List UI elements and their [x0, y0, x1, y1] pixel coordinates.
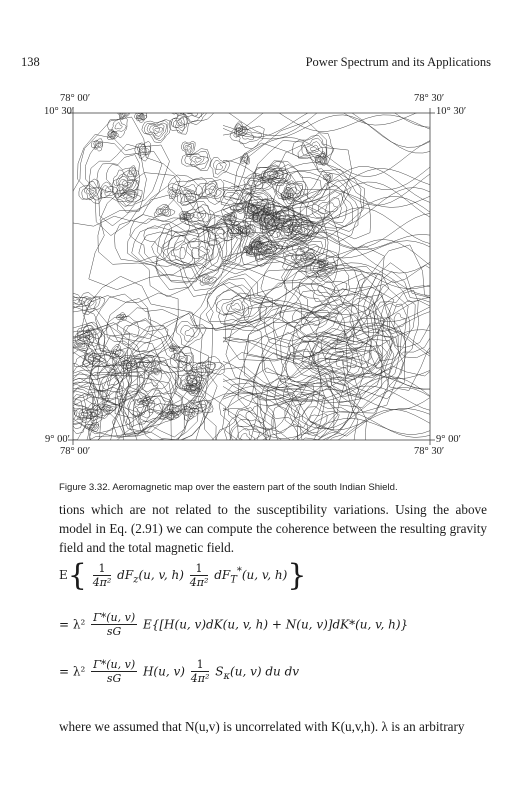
contour-line	[102, 92, 105, 94]
equation-2: = λ² $\frac{\Gamma*(u, v)}{sG}$ E{[H(u, v)dK(u, v, h) + N(u, v)]dK*(u, v, h)}	[59, 611, 409, 638]
contour-line	[125, 87, 140, 100]
label-bottom-right-lon: 78° 30′	[414, 446, 445, 457]
running-title: Power Spectrum and its Applications	[305, 55, 491, 69]
equation-3: = λ² $\frac{\Gamma*(u, v)}{sG}$ H(u, v) $\frac{1}{\text{4π²}}$ $S_\kappa(u$, v) du dv	[59, 658, 300, 685]
label-bottom-left-lat: 9° 00′	[45, 434, 70, 445]
contour-line	[171, 98, 188, 114]
contour-line	[111, 101, 117, 106]
contour-line	[101, 90, 107, 94]
footer-paragraph: where we assumed that N(u,v) is uncorrelated with K(u,v,h). λ is an arbitrary	[59, 719, 465, 734]
contour-line	[127, 87, 140, 98]
figure-caption: Figure 3.32. Aeromagnetic map over the eastern part of the south Indian Shield.	[59, 482, 398, 493]
contour-line	[129, 90, 137, 97]
contour-line	[129, 89, 140, 97]
contour-line	[113, 102, 116, 105]
page-number: 138	[21, 55, 40, 69]
contour-line	[108, 99, 121, 110]
body-paragraph: tions which are not related to the susceptibility variations. Using the above model in Eq. (2.91) we can compute the coherence between the resulting gravity field and the total magnetic field.	[59, 502, 487, 555]
contour-line	[177, 102, 185, 108]
contour-line	[100, 89, 108, 95]
contour-line	[110, 100, 120, 108]
equation-1: E{ $\frac{1}{\text{4π²}}$ $dF_z(u$, v, h) $\frac{1}{\text{4π²}}$ $dF_T^*(u$, v, h)}	[59, 558, 307, 593]
label-bottom-right-lat: 9° 00′	[436, 434, 461, 445]
contour-line	[173, 100, 187, 112]
label-top-right-lon: 78° 30′	[414, 93, 445, 104]
contour-line	[170, 96, 193, 114]
label-top-left-lon: 78° 00′	[60, 93, 91, 104]
contour-line	[97, 87, 109, 97]
contour-line	[95, 86, 99, 89]
contour-line	[98, 89, 108, 97]
contour-line	[131, 92, 136, 96]
label-top-left-lat: 10° 30′	[44, 106, 75, 117]
contour-line	[92, 84, 104, 92]
contour-line	[132, 92, 135, 94]
label-bottom-left-lon: 78° 00′	[60, 446, 91, 457]
contour-line	[179, 104, 182, 107]
contour-line	[80, 85, 91, 93]
contour-line	[94, 85, 102, 90]
label-top-right-lat: 10° 30′	[436, 106, 467, 117]
contour-line	[175, 102, 186, 111]
contour-line	[89, 82, 106, 92]
